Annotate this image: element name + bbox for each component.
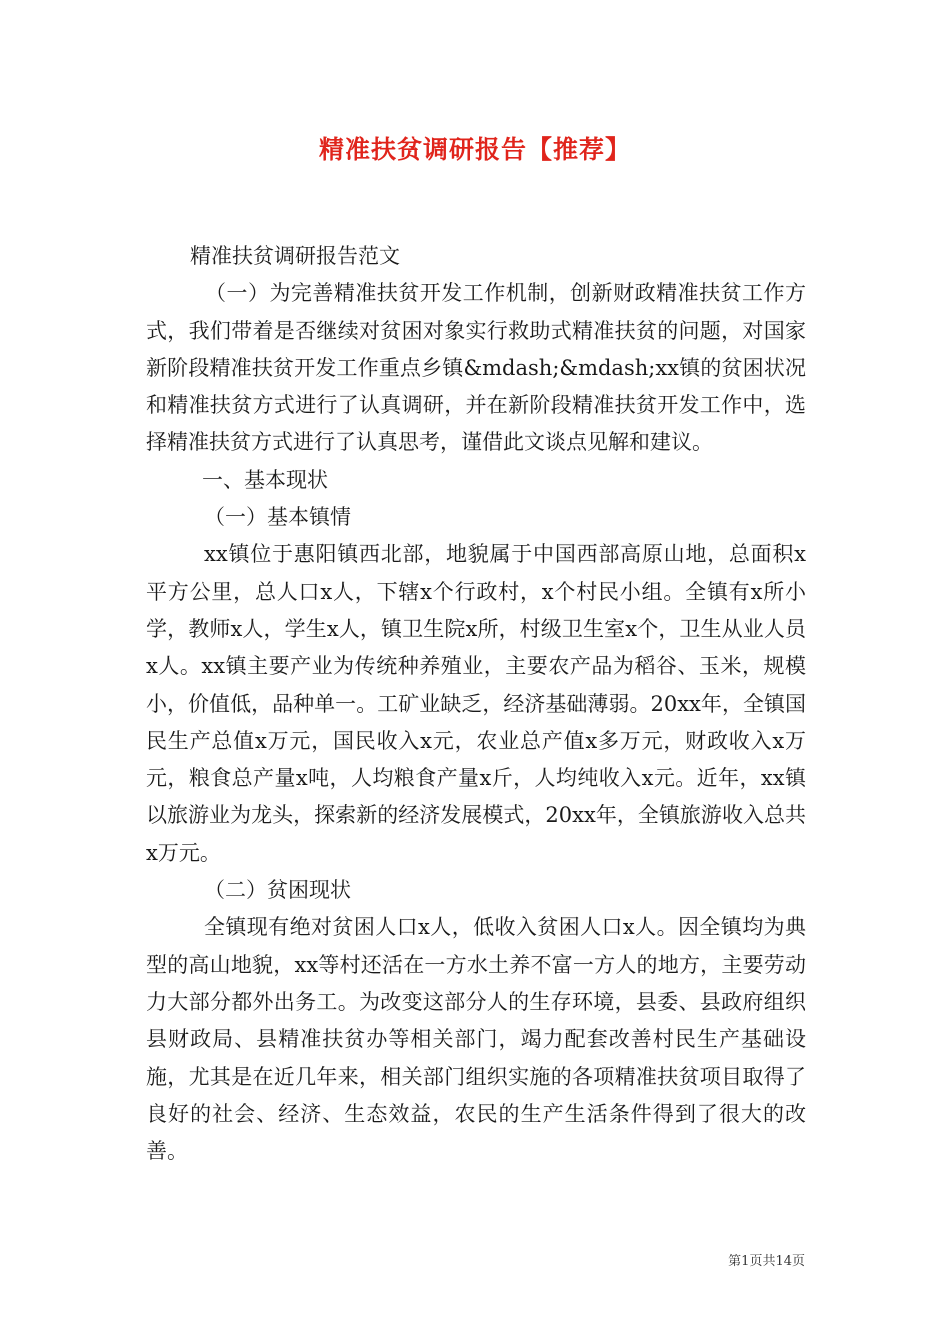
subsection-heading-town-situation: （一）基本镇情 bbox=[204, 505, 351, 530]
subsection-heading-poverty-status: （二）贫困现状 bbox=[204, 878, 351, 903]
section-heading-basic-status: 一、基本现状 bbox=[202, 467, 328, 492]
poverty-status-paragraph: 全镇现有绝对贫困人口x人，低收入贫困人口x人。因全镇均为典型的高山地貌，xx等村还活在一方水土养不富一方人的地方，主要劳动力大部分都外出务工。为改变这部分人的生存环境，县委、县政府组织县财政局、县精准扶贫办等相关部门，竭力配套改善村民生产基础设施，尤其是在近几年来，相关部门组织实施的各项精准扶贫项目取得了良好的社会、经济、生态效益，农民的生产生活条件得到了很大的改善。 bbox=[146, 915, 806, 1164]
page-number: 第1页共14页 bbox=[728, 1254, 805, 1269]
intro-paragraph: （一）为完善精准扶贫开发工作机制，创新财政精准扶贫工作方式，我们带着是否继续对贫困对象实行救助式精准扶贫的问题，对国家新阶段精准扶贫开发工作重点乡镇&mdash;&mdash;xx镇的贫困状况和精准扶贫方式进行了认真调研，并在新阶段精准扶贫开发工作中，选择精准扶贫方式进行了认真思考，谨借此文谈点见解和建议。 bbox=[146, 281, 806, 455]
subtitle-paragraph: 精准扶贫调研报告范文 bbox=[190, 244, 400, 268]
town-situation-paragraph: xx镇位于惠阳镇西北部，地貌属于中国西部高原山地，总面积x平方公里，总人口x人，下辖x个行政村，x个村民小组。全镇有x所小学，教师x人，学生x人，镇卫生院x所，村级卫生室x个，卫生从业人员x人。xx镇主要产业为传统种养殖业，主要农产品为稻谷、玉米，规模小，价值低，品种单一。工矿业缺乏，经济基础薄弱。20xx年，全镇国民生产总值x万元，国民收入x元，农业总产值x多万元，财政收入x万元，粮食总产量x吨，人均粮食产量x斤，人均纯收入x元。近年，xx镇以旅游业为龙头，探索新的经济发展模式，20xx年，全镇旅游收入总共x万元。 bbox=[146, 542, 806, 865]
document-body bbox=[146, 238, 806, 1170]
document-title: 精准扶贫调研报告【推荐】 bbox=[318, 135, 631, 164]
